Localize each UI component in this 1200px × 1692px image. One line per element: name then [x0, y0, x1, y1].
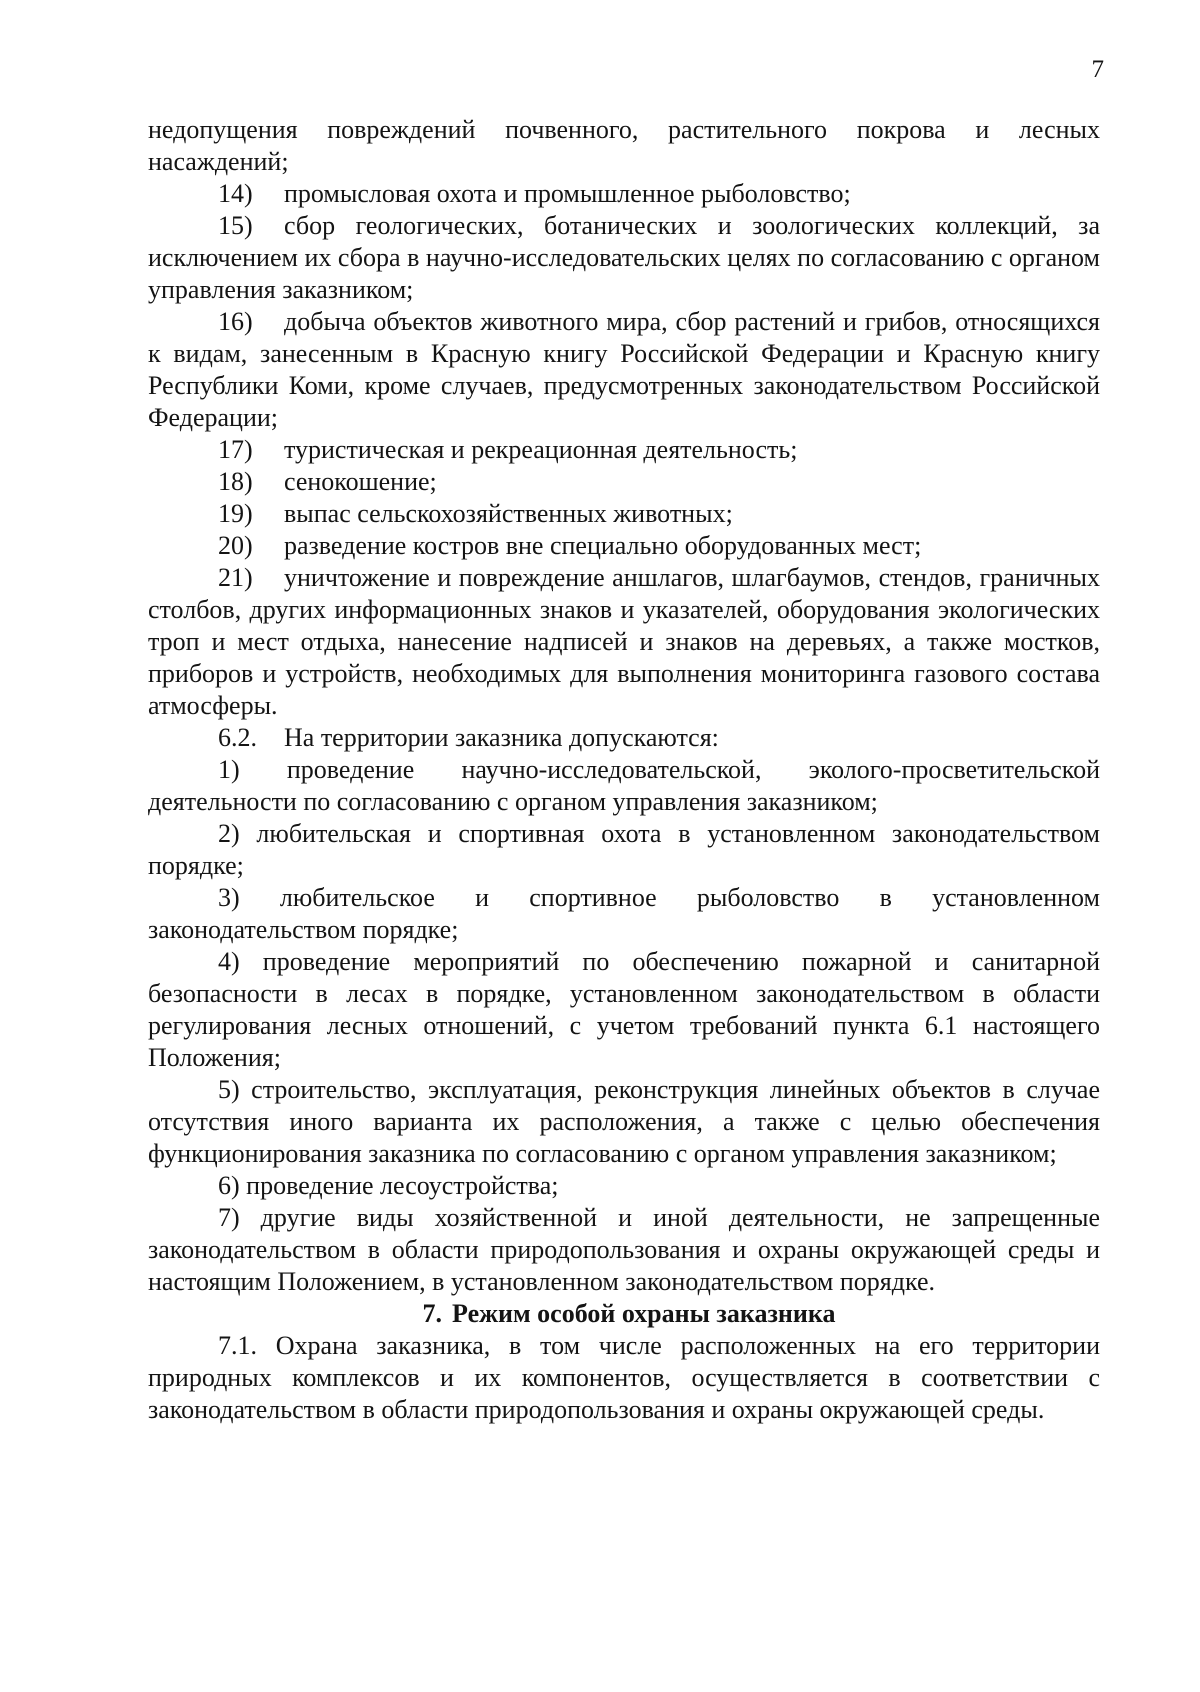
list-item-19 [148, 498, 1100, 530]
list-item-number: 14) [218, 179, 253, 208]
list-item-17 [148, 434, 1100, 466]
list-item-number: 16) [218, 307, 253, 336]
paragraph-continuation: недопущения повреждений почвенного, растительного покрова и лесных насаждений; [148, 115, 1100, 176]
list-item-number: 20) [218, 531, 253, 560]
allowed-item-3: 3) любительское и спортивное рыболовство в установленном законодательством порядке; [148, 883, 1100, 944]
list-item-number: 17) [218, 435, 253, 464]
page-number: 7 [1091, 56, 1104, 83]
list-item-21 [148, 562, 1100, 722]
list-item-text: разведение костров вне специально оборудованных мест; [284, 531, 922, 560]
list-item-text: промысловая охота и промышленное рыболовство; [284, 179, 851, 208]
list-item-number: 21) [218, 563, 253, 592]
list-item-text: сенокошение; [284, 467, 437, 496]
allowed-item-4: 4) проведение мероприятий по обеспечению пожарной и санитарной безопасности в лесах в порядке, установленном законодательством в области регулирования лесных отношений, с учетом требований пункта 6.1 настоящего Положения; [148, 947, 1100, 1072]
allowed-item-2: 2) любительская и спортивная охота в установленном законодательством порядке; [148, 819, 1100, 880]
section-7-heading [148, 1298, 1100, 1330]
section-6-2 [148, 722, 1100, 754]
list-item-text: выпас сельскохозяйственных животных; [284, 499, 733, 528]
section-number: 6.2. [218, 723, 257, 752]
list-item-number: 15) [218, 211, 253, 240]
section-7-1: 7.1. Охрана заказника, в том числе расположенных на его территории природных комплексов и их компонентов, осуществляется в соответствии с законодательством в области природопользования и охраны окружающей среды. [148, 1331, 1100, 1424]
allowed-item-6: 6) проведение лесоустройства; [218, 1171, 559, 1200]
list-item-15 [148, 210, 1100, 306]
document-body [148, 114, 1100, 1426]
list-item-text: туристическая и рекреационная деятельность; [284, 435, 798, 464]
list-item-text: сбор геологических, ботанических и зоологических коллекций, за исключением их сбора в научно-исследовательских целях по согласованию с органом управления заказником; [148, 211, 1100, 304]
list-item-text: уничтожение и повреждение аншлагов, шлагбаумов, стендов, граничных столбов, других информационных знаков и указателей, оборудования экологических троп и мест отдыха, нанесение надписей и знаков на деревьях, а также мостков, приборов и устройств, необходимых для выполнения мониторинга газового состава атмосферы. [148, 563, 1100, 720]
list-item-number: 19) [218, 499, 253, 528]
allowed-item-5: 5) строительство, эксплуатация, реконструкция линейных объектов в случае отсутствия иного варианта их расположения, а также с целью обеспечения функционирования заказника по согласованию с органом управления заказником; [148, 1075, 1100, 1168]
list-item-number: 18) [218, 467, 253, 496]
heading-number: 7. [422, 1299, 443, 1328]
list-item-20 [148, 530, 1100, 562]
list-item-text: добыча объектов животного мира, сбор растений и грибов, относящихся к видам, занесенным в Красную книгу Российской Федерации и Красную книгу Республики Коми, кроме случаев, предусмотренных законодательством Российской Федерации; [148, 307, 1100, 432]
section-text: На территории заказника допускаются: [284, 723, 719, 752]
heading-title: Режим особой охраны заказника [452, 1299, 836, 1328]
list-item-16 [148, 306, 1100, 434]
list-item-18 [148, 466, 1100, 498]
list-item-14 [148, 178, 1100, 210]
allowed-item-1: 1) проведение научно-исследовательской, эколого-просветительской деятельности по согласованию с органом управления заказником; [148, 755, 1100, 816]
allowed-item-7: 7) другие виды хозяйственной и иной деятельности, не запрещенные законодательством в области природопользования и охраны окружающей среды и настоящим Положением, в установленном законодательством порядке. [148, 1203, 1100, 1296]
